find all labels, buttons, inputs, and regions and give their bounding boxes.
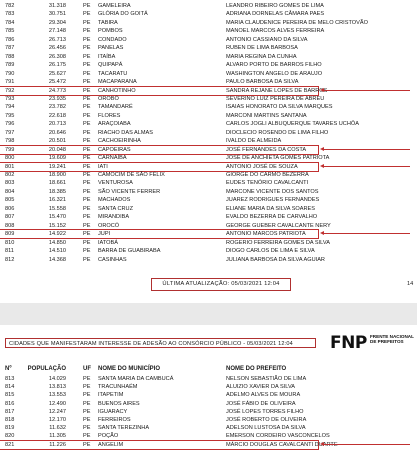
row-number: 787 bbox=[5, 45, 15, 52]
table-row bbox=[0, 432, 417, 440]
row-municipality: ITAÍBA bbox=[98, 53, 116, 60]
row-number: 805 bbox=[5, 197, 15, 204]
row-mayor: ELIANE MARIA DA SILVA SOARES bbox=[226, 205, 316, 212]
row-number: 810 bbox=[5, 239, 15, 246]
row-mayor: JOSÉ FÁBIO DE OLIVEIRA bbox=[226, 400, 296, 407]
fnp-logo-mark: FNP bbox=[330, 333, 367, 353]
row-number: 801 bbox=[5, 163, 15, 170]
row-population: 11.632 bbox=[49, 425, 66, 432]
row-population: 22.618 bbox=[48, 112, 66, 119]
table-row bbox=[0, 2, 417, 10]
row-uf: PE bbox=[83, 256, 91, 263]
adhesion-header bbox=[5, 338, 316, 348]
row-mayor: WASHINGTON ANGELO DE ARAUJO bbox=[226, 70, 323, 77]
row-mayor: MARIA REGINA DA CUNHA bbox=[226, 53, 297, 60]
table-row bbox=[0, 154, 417, 162]
row-uf: PE bbox=[83, 53, 91, 60]
row-mayor: IVALDO DE ALMEIDA bbox=[226, 138, 282, 145]
row-mayor: ANTONIO MARCOS PATRIOTA bbox=[226, 231, 306, 238]
row-municipality: CAMOCIM DE SÃO FÉLIX bbox=[98, 172, 165, 178]
row-municipality: PANELAS bbox=[98, 45, 124, 52]
col-header-num: Nº bbox=[5, 366, 12, 372]
table-row bbox=[0, 424, 417, 432]
row-population: 14.368 bbox=[48, 256, 66, 263]
table-row bbox=[0, 213, 417, 221]
row-number: 818 bbox=[5, 417, 15, 423]
table-row bbox=[0, 247, 417, 255]
row-uf: PE bbox=[83, 205, 91, 212]
row-municipality: CANHOTINHO bbox=[98, 87, 136, 94]
row-mayor: ALUIZIO XAVIER DA SILVA bbox=[226, 384, 296, 391]
row-population: 24.773 bbox=[48, 87, 66, 94]
row-population: 26.713 bbox=[48, 36, 66, 43]
table-row bbox=[0, 179, 417, 187]
row-municipality: TABIRA bbox=[98, 19, 118, 26]
page-gap bbox=[0, 303, 417, 325]
table-row bbox=[0, 383, 417, 391]
row-municipality: IATI bbox=[98, 163, 108, 170]
table-row bbox=[0, 36, 417, 44]
row-population: 18.661 bbox=[48, 180, 66, 187]
row-population: 23.935 bbox=[48, 95, 66, 102]
table-row bbox=[0, 70, 417, 78]
row-uf: PE bbox=[83, 197, 91, 204]
row-mayor: EMERSON CORDEIRO VASCONCELOS bbox=[226, 433, 330, 440]
row-population: 14.029 bbox=[48, 376, 66, 382]
row-number: 800 bbox=[5, 155, 15, 162]
row-mayor: EUDES TENÓRIO CAVALCANTI bbox=[226, 180, 309, 187]
row-number: 812 bbox=[5, 256, 15, 263]
row-mayor: ADELSON LUSTOSA DA SILVA bbox=[226, 425, 306, 432]
row-mayor: RUBEN DE LIMA BARBOSA bbox=[226, 45, 298, 52]
row-population: 20.713 bbox=[48, 121, 66, 128]
row-mayor: ANTONIO CASSIANO DA SILVA bbox=[226, 36, 308, 43]
row-population: 20.646 bbox=[48, 129, 66, 136]
row-mayor: MANOEL MARCOS ALVES FERREIRA bbox=[226, 28, 325, 35]
table-row bbox=[0, 112, 417, 120]
row-municipality: RIACHO DAS ALMAS bbox=[98, 129, 154, 136]
table-row bbox=[0, 19, 417, 27]
row-uf: PE bbox=[83, 214, 91, 221]
row-uf: PE bbox=[83, 146, 91, 153]
row-municipality: IATOBÁ bbox=[98, 239, 118, 246]
row-municipality: CARNAÍBA bbox=[98, 155, 127, 162]
row-number: 817 bbox=[5, 408, 15, 415]
row-municipality: MIRANDIBA bbox=[98, 214, 130, 221]
row-mayor: MARCONI MARTINS SANTANA bbox=[226, 112, 307, 119]
row-uf: PE bbox=[83, 70, 91, 77]
row-population: 20.501 bbox=[48, 138, 66, 145]
table-row bbox=[0, 400, 417, 408]
row-mayor: JUAREZ RODRIGUES FERNANDES bbox=[226, 197, 320, 204]
row-number: 789 bbox=[5, 62, 15, 69]
row-municipality: ANGELIM bbox=[98, 441, 124, 448]
row-uf: PE bbox=[83, 28, 91, 35]
row-number: 809 bbox=[5, 231, 15, 238]
row-number: 782 bbox=[5, 3, 15, 9]
row-uf: PE bbox=[83, 79, 91, 86]
row-municipality: QUIPAPÁ bbox=[98, 62, 123, 69]
table-row bbox=[0, 78, 417, 86]
row-uf: PE bbox=[83, 45, 91, 52]
row-uf: PE bbox=[83, 11, 91, 18]
row-mayor: NELSON SEBASTIÃO DE LIMA bbox=[226, 376, 307, 382]
row-uf: PE bbox=[83, 239, 91, 246]
row-municipality: OROBÓ bbox=[98, 95, 119, 102]
row-mayor: DIOGO CARLOS DE LIMA E SILVA bbox=[226, 248, 315, 255]
table-row bbox=[0, 408, 417, 416]
page-number: 14 bbox=[407, 281, 414, 287]
row-municipality: FERREIROS bbox=[98, 417, 131, 423]
row-municipality: SANTA CRUZ bbox=[98, 205, 134, 212]
row-mayor: ALVARO PORTO DE BARROS FILHO bbox=[226, 62, 322, 69]
row-population: 18.900 bbox=[48, 172, 66, 178]
row-population: 31.318 bbox=[48, 3, 66, 9]
row-mayor: ROGERIO FERREIRA GOMES DA SILVA bbox=[226, 239, 330, 246]
row-uf: PE bbox=[83, 3, 91, 9]
row-number: 788 bbox=[5, 53, 15, 60]
row-municipality: CONDADO bbox=[98, 36, 127, 43]
row-number: 786 bbox=[5, 36, 15, 43]
table-row bbox=[0, 239, 417, 247]
row-uf: PE bbox=[83, 188, 91, 195]
table-row bbox=[0, 188, 417, 196]
table-row bbox=[0, 205, 417, 213]
table-row bbox=[0, 53, 417, 61]
last-update-stamp bbox=[151, 278, 291, 291]
table-row bbox=[0, 375, 417, 383]
row-uf: PE bbox=[83, 121, 91, 128]
row-population: 27.148 bbox=[48, 28, 66, 35]
row-number: 799 bbox=[5, 146, 15, 153]
row-uf: PE bbox=[83, 376, 91, 382]
row-uf: PE bbox=[83, 231, 91, 238]
table-row bbox=[0, 10, 417, 18]
table-row bbox=[0, 44, 417, 52]
row-population: 11.305 bbox=[49, 433, 66, 440]
table-row bbox=[0, 222, 417, 230]
table-row bbox=[0, 391, 417, 399]
row-mayor: ADRIANA DORNELAS CÂMARA PAES bbox=[226, 11, 325, 18]
row-uf: PE bbox=[83, 172, 91, 178]
row-municipality: IGUARACY bbox=[98, 408, 128, 415]
row-uf: PE bbox=[83, 180, 91, 187]
row-number: 811 bbox=[5, 248, 14, 255]
row-mayor: SANDRA REJANE LOPES DE BARROS bbox=[226, 87, 328, 94]
row-number: 796 bbox=[5, 121, 15, 128]
row-mayor: SEVERINO LUIZ PEREIRA DE ABREU bbox=[226, 95, 325, 102]
row-mayor: GEORGE GUEBER CAVALCANTE NERY bbox=[226, 222, 331, 229]
row-number: 821 bbox=[5, 441, 15, 448]
fnp-logo-subtitle: FRENTE NACIONAL DE PREFEITOS bbox=[370, 334, 414, 345]
row-mayor: MARCONE VICENTE DOS SANTOS bbox=[226, 188, 319, 195]
row-population: 15.558 bbox=[48, 205, 66, 212]
row-number: 790 bbox=[5, 70, 15, 77]
row-population: 26.456 bbox=[48, 45, 66, 52]
row-municipality: TRACUNHAÉM bbox=[98, 384, 138, 391]
row-number: 813 bbox=[5, 376, 15, 382]
row-number: 803 bbox=[5, 180, 15, 187]
row-population: 29.304 bbox=[48, 19, 66, 26]
table-row bbox=[0, 171, 417, 179]
row-population: 12.247 bbox=[48, 408, 66, 415]
col-header-mayor: NOME DO PREFEITO bbox=[226, 366, 287, 372]
row-municipality: TAMANDARÉ bbox=[98, 104, 133, 111]
row-uf: PE bbox=[83, 441, 91, 448]
row-mayor: LEANDRO RIBEIRO GOMES DE LIMA bbox=[226, 3, 324, 9]
row-uf: PE bbox=[83, 433, 91, 440]
row-mayor: EVALDO BEZERRA DE CARVALHO bbox=[226, 214, 318, 221]
highlighted-table-row bbox=[0, 230, 318, 238]
row-population: 19.241 bbox=[48, 163, 66, 170]
row-municipality: ITAPETIM bbox=[98, 392, 124, 399]
row-population: 15.470 bbox=[48, 214, 66, 221]
row-population: 14.922 bbox=[48, 231, 66, 238]
row-mayor: JOSÉ ROBERTO DE OLIVEIRA bbox=[226, 417, 307, 423]
row-uf: PE bbox=[83, 129, 91, 136]
row-population: 12.170 bbox=[48, 417, 66, 423]
table-row bbox=[0, 61, 417, 69]
row-population: 18.385 bbox=[48, 188, 66, 195]
row-mayor: MÁRCIO DOUGLAS CAVALCANTI DUARTE bbox=[226, 441, 338, 448]
adhesion-header-text: CIDADES QUE MANIFESTARAM INTERESSE DE ADESÃO AO CONSÓRCIO PÚBLICO - 05/03/2021 12:04 bbox=[9, 341, 293, 347]
row-mayor: DIOCLECIO ROSENDO DE LIMA FILHO bbox=[226, 129, 329, 136]
table-row bbox=[0, 129, 417, 137]
row-number: 792 bbox=[5, 87, 15, 94]
row-municipality: ARAÇOIABA bbox=[98, 121, 131, 128]
row-population: 30.751 bbox=[48, 11, 66, 18]
row-number: 804 bbox=[5, 188, 15, 195]
table-row bbox=[0, 95, 417, 103]
row-number: 795 bbox=[5, 112, 15, 119]
row-population: 11.226 bbox=[49, 441, 66, 448]
row-uf: PE bbox=[83, 400, 91, 407]
row-uf: PE bbox=[83, 138, 91, 145]
row-number: 798 bbox=[5, 138, 15, 145]
row-municipality: CASINHAS bbox=[98, 256, 127, 263]
row-number: 794 bbox=[5, 104, 15, 111]
row-mayor: JOSÉ FERNANDES DA COSTA bbox=[226, 146, 307, 153]
row-municipality: VENTUROSA bbox=[98, 180, 133, 187]
row-population: 26.175 bbox=[48, 62, 66, 69]
row-uf: PE bbox=[83, 248, 91, 255]
row-municipality: JUPI bbox=[98, 231, 111, 238]
row-population: 12.490 bbox=[48, 400, 66, 407]
row-municipality: BUENOS AIRES bbox=[98, 400, 140, 407]
row-mayor: ANTONIO JOSÉ DE SOUZA bbox=[226, 163, 298, 170]
row-number: 791 bbox=[5, 79, 15, 86]
row-uf: PE bbox=[83, 112, 91, 119]
table-row bbox=[0, 120, 417, 128]
table-row bbox=[0, 196, 417, 204]
row-uf: PE bbox=[83, 155, 91, 162]
row-uf: PE bbox=[83, 163, 91, 170]
row-mayor: ADELMO ALVES DE MOURA bbox=[226, 392, 301, 399]
row-mayor: PAULO BARBOSA DA SILVA bbox=[226, 79, 299, 86]
last-update-label: ÚLTIMA ATUALIZAÇÃO: 05/03/2021 12:04 bbox=[162, 281, 280, 287]
row-mayor: JULIANA BARBOSA DA SILVA AGUIAR bbox=[226, 256, 325, 263]
row-municipality: MACAPARANA bbox=[98, 79, 137, 86]
row-uf: PE bbox=[83, 95, 91, 102]
column-header-row bbox=[0, 365, 417, 374]
row-uf: PE bbox=[83, 104, 91, 111]
row-municipality: BARRA DE GUABIRABA bbox=[98, 248, 161, 255]
col-header-uf: UF bbox=[83, 366, 91, 372]
row-municipality: GLÓRIA DO GOITÁ bbox=[98, 11, 148, 18]
highlight-arrow-icon bbox=[322, 444, 410, 445]
row-municipality: CACHOEIRINHA bbox=[98, 138, 141, 145]
row-mayor: ISAIAS HONORATO DA SILVA MARQUES bbox=[226, 104, 333, 111]
row-population: 14.510 bbox=[48, 248, 66, 255]
row-municipality: OROCÓ bbox=[98, 222, 120, 229]
row-population: 14.850 bbox=[48, 239, 66, 246]
row-population: 19.609 bbox=[48, 155, 66, 162]
table-row bbox=[0, 27, 417, 35]
row-municipality: POMBOS bbox=[98, 28, 123, 35]
table-row bbox=[0, 416, 417, 424]
row-population: 16.321 bbox=[48, 197, 66, 204]
row-mayor: GIORGE DO CARMO BEZERRA bbox=[226, 172, 309, 178]
row-uf: PE bbox=[83, 417, 91, 423]
row-uf: PE bbox=[83, 62, 91, 69]
table-row bbox=[0, 137, 417, 145]
row-number: 814 bbox=[5, 384, 15, 391]
row-mayor: CARLOS JOGLI ALBUQUERQUE TAVARES UCHÔA bbox=[226, 121, 359, 128]
row-mayor: JOSÉ LOPES TORRES FILHO bbox=[226, 408, 304, 415]
highlight-arrow-icon bbox=[322, 90, 410, 91]
row-number: 819 bbox=[5, 425, 15, 432]
row-uf: PE bbox=[83, 36, 91, 43]
row-population: 15.152 bbox=[48, 222, 66, 229]
highlight-arrow-icon bbox=[322, 149, 410, 150]
row-municipality: SANTA MARIA DA CAMBUCÁ bbox=[98, 376, 174, 382]
row-municipality: SANTA TEREZINHA bbox=[98, 425, 150, 432]
row-number: 815 bbox=[5, 392, 15, 399]
row-uf: PE bbox=[83, 222, 91, 229]
row-uf: PE bbox=[83, 87, 91, 94]
row-population: 26.308 bbox=[48, 53, 66, 60]
row-municipality: TACARATU bbox=[98, 70, 128, 77]
row-population: 23.782 bbox=[48, 104, 66, 111]
row-uf: PE bbox=[83, 392, 91, 399]
row-number: 820 bbox=[5, 433, 15, 440]
highlight-arrow-icon bbox=[322, 166, 410, 167]
row-municipality: FLORES bbox=[98, 112, 121, 119]
row-number: 785 bbox=[5, 28, 15, 35]
row-number: 807 bbox=[5, 214, 15, 221]
row-municipality: CAPOEIRAS bbox=[98, 146, 131, 153]
row-population: 13.813 bbox=[48, 384, 66, 391]
row-municipality: GAMELEIRA bbox=[98, 3, 131, 9]
row-number: 816 bbox=[5, 400, 15, 407]
row-number: 797 bbox=[5, 129, 15, 136]
highlighted-table-row bbox=[0, 87, 328, 95]
highlighted-table-row bbox=[0, 441, 338, 449]
row-number: 808 bbox=[5, 222, 15, 229]
row-municipality: POÇÃO bbox=[98, 433, 119, 440]
row-uf: PE bbox=[83, 19, 91, 26]
row-mayor: MARIA CLAUDENICE PEREIRA DE MELO CRISTOVÃO bbox=[226, 19, 368, 26]
row-municipality: MACHADOS bbox=[98, 197, 131, 204]
row-uf: PE bbox=[83, 384, 91, 391]
table-row bbox=[0, 103, 417, 111]
row-number: 784 bbox=[5, 19, 15, 26]
col-header-population: POPULAÇÃO bbox=[27, 366, 66, 372]
row-municipality: SÃO VICENTE FERRER bbox=[98, 188, 161, 195]
fnp-logo bbox=[330, 330, 414, 358]
row-population: 25.627 bbox=[48, 70, 66, 77]
row-number: 783 bbox=[5, 11, 15, 18]
table-row bbox=[0, 256, 417, 264]
row-mayor: JOSÉ DE ANCHIETA GOMES PATRIOTA bbox=[226, 155, 330, 162]
row-population: 25.472 bbox=[48, 79, 66, 86]
highlight-arrow-icon bbox=[322, 233, 410, 234]
row-number: 793 bbox=[5, 95, 15, 102]
row-population: 13.553 bbox=[48, 392, 66, 399]
highlighted-table-row bbox=[0, 163, 318, 171]
row-uf: PE bbox=[83, 425, 91, 432]
row-number: 802 bbox=[5, 172, 15, 178]
col-header-municipality: NOME DO MUNICÍPIO bbox=[98, 366, 161, 372]
row-population: 20.048 bbox=[48, 146, 66, 153]
row-number: 806 bbox=[5, 205, 15, 212]
highlighted-table-row bbox=[0, 146, 318, 154]
row-uf: PE bbox=[83, 408, 91, 415]
